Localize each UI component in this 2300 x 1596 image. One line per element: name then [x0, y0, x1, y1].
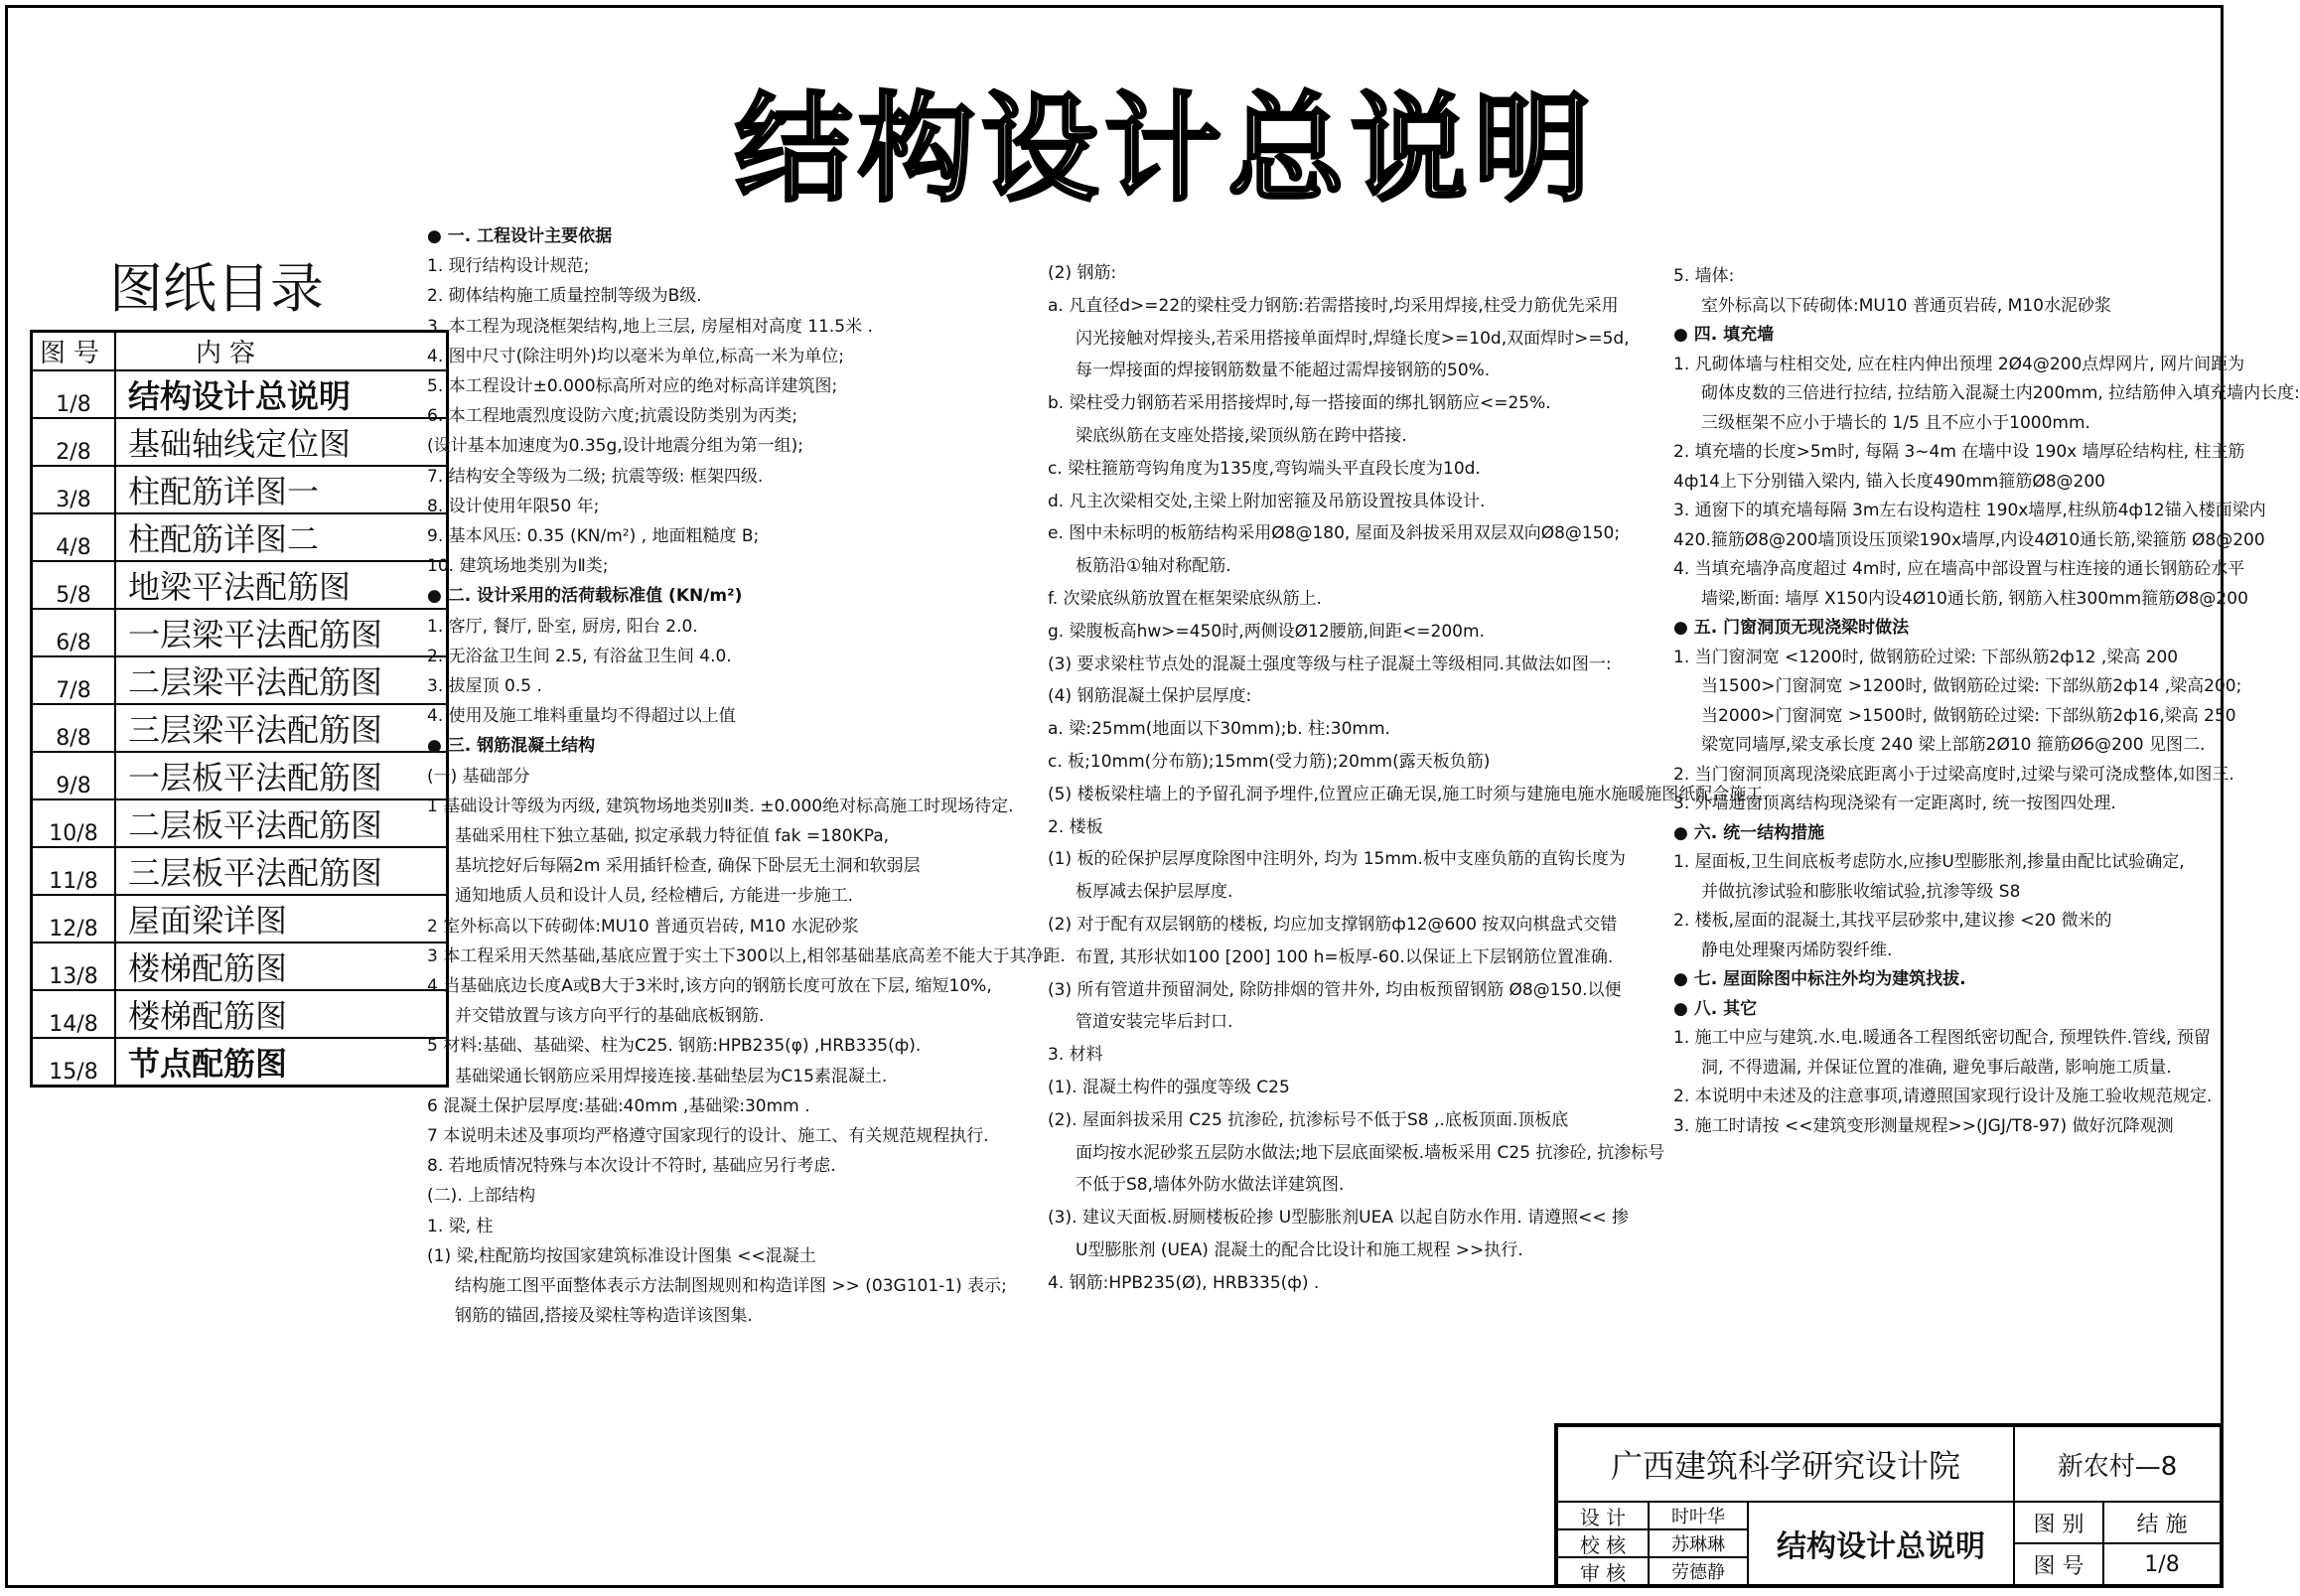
note-line: 2. 楼板 — [1048, 816, 1103, 837]
note-line: 不低于S8,墙体外防水做法详建筑图. — [1076, 1175, 1345, 1196]
tb-design-label: 设 计 — [1557, 1502, 1649, 1529]
note-line: 5. 本工程设计±0.000标高所对应的绝对标高详建筑图; — [427, 376, 838, 396]
toc-row — [32, 513, 448, 561]
note-line: 1. 现行结构设计规范; — [427, 256, 590, 277]
note-line: 420.箍筋Ø8@200墙顶设压顶梁190x墙厚,内设4Ø10通长筋,梁箍筋 Ø8@200 — [1673, 529, 2265, 550]
note-line: 洞, 不得遗漏, 并保证位置的准确, 避免事后敲凿, 影响施工质量. — [1701, 1057, 2172, 1078]
note-line: 3 本工程采用天然基础,基底应置于实土下300以上,相邻基础基底高差不能大于其净距. — [427, 945, 1066, 966]
toc-row-no: 1/8 — [32, 370, 116, 418]
note-line: (1) 板的砼保护层厚度除图中注明外, 均为 15mm.板中支座负筋的直钩长度为 — [1048, 849, 1626, 870]
toc-row-name: 结构设计总说明 — [115, 370, 448, 418]
note-line: 1. 当门窗洞宽 <1200时, 做钢筋砼过梁: 下部纵筋2ф12 ,梁高 200 — [1673, 647, 2179, 667]
note-line: 板筋沿①轴对称配筋. — [1076, 556, 1231, 577]
note-line: 室外标高以下砖砌体:MU10 普通页岩砖, M10水泥砂浆 — [1701, 295, 2111, 316]
note-line: 4ф14上下分别锚入梁内, 锚入长度490mm箍筋Ø8@200 — [1673, 471, 2106, 492]
note-line: 3. 拔屋顶 0.5 . — [427, 676, 542, 696]
note-line: 4. 图中尺寸(除注明外)均以毫米为单位,标高一米为单位; — [427, 346, 845, 366]
note-line: ● 五. 门窗洞顶无现浇梁时做法 — [1673, 618, 1910, 638]
note-line: g. 梁腹板高hw>=450时,两侧设Ø12腰筋,间距<=200m. — [1048, 621, 1485, 642]
toc-header-row — [32, 332, 448, 371]
note-line: c. 板;10mm(分布筋);15mm(受力筋);20mm(露天板负筋) — [1048, 752, 1491, 772]
note-line: 钢筋的锚固,搭接及梁柱等构造详该图集. — [455, 1306, 753, 1327]
tb-category: 结 施 — [2103, 1502, 2221, 1543]
toc-row-no: 3/8 — [32, 466, 116, 513]
toc-header-no: 图号 — [32, 332, 116, 371]
toc-row-no: 12/8 — [32, 895, 116, 943]
toc-header-name: 内容 — [115, 332, 448, 371]
toc-row-no: 4/8 — [32, 513, 116, 561]
tb-reviewer: 劳德静 — [1649, 1557, 1748, 1585]
note-line: 3. 通窗下的填充墙每隔 3m左右设构造柱 190x墙厚,柱纵筋4ф12锚入楼面梁内 — [1673, 501, 2266, 520]
note-line: 梁底纵筋在支座处搭接,梁顶纵筋在跨中搭接. — [1076, 426, 1407, 446]
tb-drawing-title: 结构设计总说明 — [1748, 1502, 2014, 1585]
note-line: 2. 当门窗洞顶离现浇梁底距离小于过梁高度时,过梁与梁可浇成整体,如图三. — [1673, 764, 2234, 785]
toc-row-name: 楼梯配筋图 — [115, 943, 448, 990]
note-line: 基础采用柱下独立基础, 拟定承载力特征值 fak =180KPa, — [455, 826, 890, 846]
toc-row — [32, 704, 448, 752]
note-line: (2) 对于配有双层钢筋的楼板, 均应加支撑钢筋ф12@600 按双向棋盘式交错 — [1048, 915, 1618, 935]
note-line: 4. 当填充墙净高度超过 4m时, 应在墙高中部设置与柱连接的通长钢筋砼水平 — [1673, 559, 2245, 579]
toc-row-name: 三层梁平法配筋图 — [115, 704, 448, 752]
toc-row-name: 柱配筋详图二 — [115, 513, 448, 561]
toc-row — [32, 656, 448, 704]
toc-row-name: 柱配筋详图一 — [115, 466, 448, 513]
note-line: 3. 外墙通窗顶离结构现浇梁有一定距离时, 统一按图四处理. — [1673, 794, 2116, 813]
note-line: 板厚减去保护层厚度. — [1076, 882, 1233, 903]
note-line: f. 次梁底纵筋放置在框架梁底纵筋上. — [1048, 589, 1322, 609]
note-line: (3) 所有管道井预留洞处, 除防排烟的管井外, 均由板预留钢筋 Ø8@150.以便 — [1048, 979, 1622, 1000]
toc-row-no: 9/8 — [32, 752, 116, 799]
note-line: 面均按水泥砂浆五层防水做法;地下层底面梁板.墙板采用 C25 抗渗砼, 抗渗标号 — [1076, 1142, 1665, 1163]
toc-row-no: 6/8 — [32, 609, 116, 656]
title-block — [1554, 1423, 2224, 1588]
note-line: 2 室外标高以下砖砌体:MU10 普通页岩砖, M10 水泥砂浆 — [427, 916, 859, 937]
toc-row-no: 2/8 — [32, 418, 116, 466]
toc-row-name: 二层板平法配筋图 — [115, 799, 448, 847]
note-line: 3. 施工时请按 <<建筑变形测量规程>>(JGJ/T8-97) 做好沉降观测 — [1673, 1115, 2174, 1136]
toc-row — [32, 609, 448, 656]
note-line: (4) 钢筋混凝土保护层厚度: — [1048, 686, 1252, 707]
note-line: a. 梁:25mm(地面以下30mm);b. 柱:30mm. — [1048, 719, 1390, 740]
note-line: 梁宽同墙厚,梁支承长度 240 梁上部筋2Ø10 箍筋Ø6@200 见图二. — [1701, 735, 2206, 755]
note-line: 1. 梁, 柱 — [427, 1216, 494, 1236]
note-line: 2. 本说明中未述及的注意事项,请遵照国家现行设计及施工验收规范规定. — [1673, 1087, 2213, 1106]
toc-row-no: 7/8 — [32, 656, 116, 704]
note-line: (1). 混凝土构件的强度等级 C25 — [1048, 1078, 1290, 1097]
note-line: ● 八. 其它 — [1673, 998, 1758, 1019]
toc-row — [32, 847, 448, 895]
note-line: ● 四. 填充墙 — [1673, 325, 1775, 345]
note-line: d. 凡主次梁相交处,主梁上附加密箍及吊筋设置按具体设计. — [1048, 491, 1486, 511]
toc-row — [32, 466, 448, 513]
note-line: 并交错放置与该方向平行的基础底板钢筋. — [455, 1006, 765, 1027]
toc-row-name: 三层板平法配筋图 — [115, 847, 448, 895]
note-line: c. 梁柱箍筋弯钩角度为135度,弯钩端头平直段长度为10d. — [1048, 458, 1481, 479]
note-line: 三级框架不应小于墙长的 1/5 且不应小于1000mm. — [1701, 412, 2090, 433]
note-line: (3). 建议天面板.厨厕楼板砼掺 U型膨胀剂UEA 以起自防水作用. 请遵照<< 掺 — [1048, 1208, 1630, 1229]
note-line: (二). 上部结构 — [427, 1186, 536, 1207]
note-line: 通知地质人员和设计人员, 经检槽后, 方能进一步施工. — [455, 886, 854, 907]
note-line: 2. 砌体结构施工质量控制等级为B级. — [427, 286, 702, 307]
note-line: e. 图中未标明的板筋结构采用Ø8@180, 屋面及斜拔采用双层双向Ø8@150; — [1048, 523, 1621, 544]
toc-row-name: 楼梯配筋图 — [115, 990, 448, 1038]
note-line: 1. 屋面板,卫生间底板考虑防水,应掺U型膨胀剂,掺量由配比试验确定, — [1673, 852, 2185, 872]
toc-row-no: 8/8 — [32, 704, 116, 752]
toc-row — [32, 943, 448, 990]
toc-row — [32, 561, 448, 609]
tb-sheet: 1/8 — [2103, 1543, 2221, 1585]
note-line: (3) 要求梁柱节点处的混凝土强度等级与柱子混凝土等级相同.其做法如图一: — [1048, 653, 1612, 674]
note-line: ● 二. 设计采用的活荷载标准值 (KN/m²) — [427, 586, 743, 607]
tb-review-label: 审 核 — [1557, 1557, 1649, 1585]
toc-row-no: 10/8 — [32, 799, 116, 847]
tb-category-label: 图 别 — [2014, 1502, 2103, 1543]
note-line: ● 六. 统一结构措施 — [1673, 822, 1825, 843]
note-line: (2) 钢筋: — [1048, 263, 1117, 283]
note-line: 每一焊接面的焊接钢筋数量不能超过需焊接钢筋的50%. — [1076, 361, 1491, 381]
toc-row-no: 13/8 — [32, 943, 116, 990]
note-line: 1. 施工中应与建筑.水.电.暖通各工程图纸密切配合, 预埋铁件.管线, 预留 — [1673, 1028, 2211, 1048]
note-line: 当2000>门窗洞宽 >1500时, 做钢筋砼过梁: 下部纵筋2ф16,梁高 250 — [1701, 705, 2236, 726]
note-line: 基础梁通长钢筋应采用焊接连接.基础垫层为C15素混凝土. — [455, 1066, 888, 1087]
note-line: U型膨胀剂 (UEA) 混凝土的配合比设计和施工规程 >>执行. — [1076, 1240, 1523, 1260]
toc-row-name: 屋面梁详图 — [115, 895, 448, 943]
tb-institute: 广西建筑科学研究设计院 — [1557, 1426, 2014, 1502]
note-line: 7. 结构安全等级为二级; 抗震等级: 框架四级. — [427, 466, 764, 487]
note-line: 静电处理聚丙烯防裂纤维. — [1701, 940, 1893, 960]
note-line: (1) 梁,柱配筋均按国家建筑标准设计图集 <<混凝土 — [427, 1245, 816, 1266]
toc-row-name: 一层梁平法配筋图 — [115, 609, 448, 656]
note-line: 8. 若地质情况特殊与本次设计不符时, 基础应另行考虑. — [427, 1156, 836, 1177]
note-line: b. 梁柱受力钢筋若采用搭接焊时,每一搭接面的绑扎钢筋应<=25%. — [1048, 393, 1551, 414]
note-line: 基坑挖好后每隔2m 采用插钎检查, 确保下卧层无土洞和软弱层 — [455, 856, 921, 877]
note-line: 1 基础设计等级为丙级, 建筑物场地类别Ⅱ类. ±0.000绝对标高施工时现场待定. — [427, 796, 1014, 816]
note-line: 2. 楼板,屋面的混凝土,其找平层砂浆中,建议掺 <20 微米的 — [1673, 911, 2112, 931]
note-line: 砌体皮数的三倍进行拉结, 拉结筋入混凝土内200mm, 拉结筋伸入填充墙内长度: — [1701, 383, 2300, 403]
note-line: 4. 钢筋:HPB235(Ø), HRB335(ф) . — [1048, 1272, 1320, 1293]
tb-check-label: 校 核 — [1557, 1529, 1649, 1557]
note-line: ● 七. 屋面除图中标注外均为建筑找拔. — [1673, 969, 1966, 989]
note-line: (5) 楼板梁柱墙上的予留孔洞予埋件,位置应正确无误,施工时须与建施电施水施暖施图纸配合施工. — [1048, 784, 1769, 804]
note-line: 并做抗渗试验和膨胀收缩试验,抗渗等级 S8 — [1701, 881, 2021, 902]
toc-row — [32, 1038, 448, 1087]
tb-project: 新农村—8 — [2014, 1426, 2221, 1502]
toc-row-no: 14/8 — [32, 990, 116, 1038]
toc-row — [32, 418, 448, 466]
note-line: (设计基本加速度为0.35g,设计地震分组为第一组); — [427, 436, 804, 457]
note-line: 1. 凡砌体墙与柱相交处, 应在柱内伸出预埋 2Ø4@200点焊网片, 网片间距为 — [1673, 354, 2245, 374]
toc-row-no: 5/8 — [32, 561, 116, 609]
note-line: 3. 材料 — [1048, 1045, 1103, 1066]
note-line: 结构施工图平面整体表示方法制图规则和构造详图 >> (03G101-1) 表示; — [455, 1276, 1007, 1296]
toc-row — [32, 799, 448, 847]
note-line: 6 混凝土保护层厚度:基础:40mm ,基础梁:30mm . — [427, 1095, 810, 1116]
note-line: 2. 填充墙的长度>5m时, 每隔 3~4m 在墙中设 190x 墙厚砼结构柱, 柱主筋 — [1673, 442, 2245, 462]
toc-row-name: 节点配筋图 — [115, 1038, 448, 1087]
note-line: 4. 使用及施工堆料重量均不得超过以上值 — [427, 706, 736, 727]
note-line: (2). 屋面斜拔采用 C25 抗渗砼, 抗渗标号不低于S8 ,.底板顶面.顶板底 — [1048, 1109, 1569, 1130]
toc-row-name: 一层板平法配筋图 — [115, 752, 448, 799]
note-line: 3. 本工程为现浇框架结构,地上三层, 房屋相对高度 11.5米 . — [427, 316, 873, 337]
note-line: 墙梁,断面: 墙厚 X150内设4Ø10通长筋, 钢筋入柱300mm箍筋Ø8@200 — [1701, 588, 2248, 609]
toc-row-no: 15/8 — [32, 1038, 116, 1087]
toc-row-name: 二层梁平法配筋图 — [115, 656, 448, 704]
toc-row — [32, 895, 448, 943]
toc-row-name: 基础轴线定位图 — [115, 418, 448, 466]
note-line: 5. 墙体: — [1673, 266, 1735, 286]
tb-checker: 苏琳琳 — [1649, 1529, 1748, 1557]
note-line: 布置, 其形状如100 [200] 100 h=板厚-60.以保证上下层钢筋位置准确. — [1076, 946, 1614, 967]
toc-row — [32, 370, 448, 418]
note-line: 1. 客厅, 餐厅, 卧室, 厨房, 阳台 2.0. — [427, 616, 698, 637]
note-line: 当1500>门窗洞宽 >1200时, 做钢筋砼过梁: 下部纵筋2ф14 ,梁高200; — [1701, 676, 2242, 696]
page-title: 结构设计总说明 — [735, 80, 1598, 218]
note-line: 4 当基础底边长度A或B大于3米时,该方向的钢筋长度可放在下层, 缩短10%, — [427, 976, 992, 996]
note-line: 10. 建筑场地类别为Ⅱ类; — [427, 556, 609, 577]
toc-row-no: 11/8 — [32, 847, 116, 895]
toc-row — [32, 990, 448, 1038]
tb-sheet-label: 图 号 — [2014, 1543, 2103, 1585]
note-line: 7 本说明未述及事项均严格遵守国家现行的设计、施工、有关规范规程执行. — [427, 1126, 989, 1146]
note-line: 9. 基本风压: 0.35 (KN/m²) , 地面粗糙度 B; — [427, 526, 760, 546]
toc-title: 图纸目录 — [109, 257, 324, 320]
tb-designer: 时叶华 — [1649, 1502, 1748, 1529]
note-line: ● 一. 工程设计主要依据 — [427, 226, 613, 246]
note-line: a. 凡直径d>=22的梁柱受力钢筋:若需搭接时,均采用焊接,柱受力筋优先采用 — [1048, 295, 1619, 316]
note-line: 2. 无浴盆卫生间 2.5, 有浴盆卫生间 4.0. — [427, 646, 732, 666]
toc-row — [32, 752, 448, 799]
toc-table — [30, 330, 449, 1088]
toc-row-name: 地梁平法配筋图 — [115, 561, 448, 609]
note-line: (一) 基础部分 — [427, 766, 530, 787]
note-line: 管道安装完毕后封口. — [1076, 1012, 1233, 1033]
note-line: 5 材料:基础、基础梁、柱为C25. 钢筋:HPB235(φ) ,HRB335(ф). — [427, 1036, 922, 1057]
note-line: 8. 设计使用年限50 年; — [427, 496, 600, 516]
note-line: 闪光接触对焊接头,若采用搭接单面焊时,焊缝长度>=10d,双面焊时>=5d, — [1076, 328, 1630, 349]
note-line: ● 三. 钢筋混凝土结构 — [427, 736, 596, 757]
note-line: 6. 本工程地震烈度设防六度;抗震设防类别为丙类; — [427, 406, 798, 427]
